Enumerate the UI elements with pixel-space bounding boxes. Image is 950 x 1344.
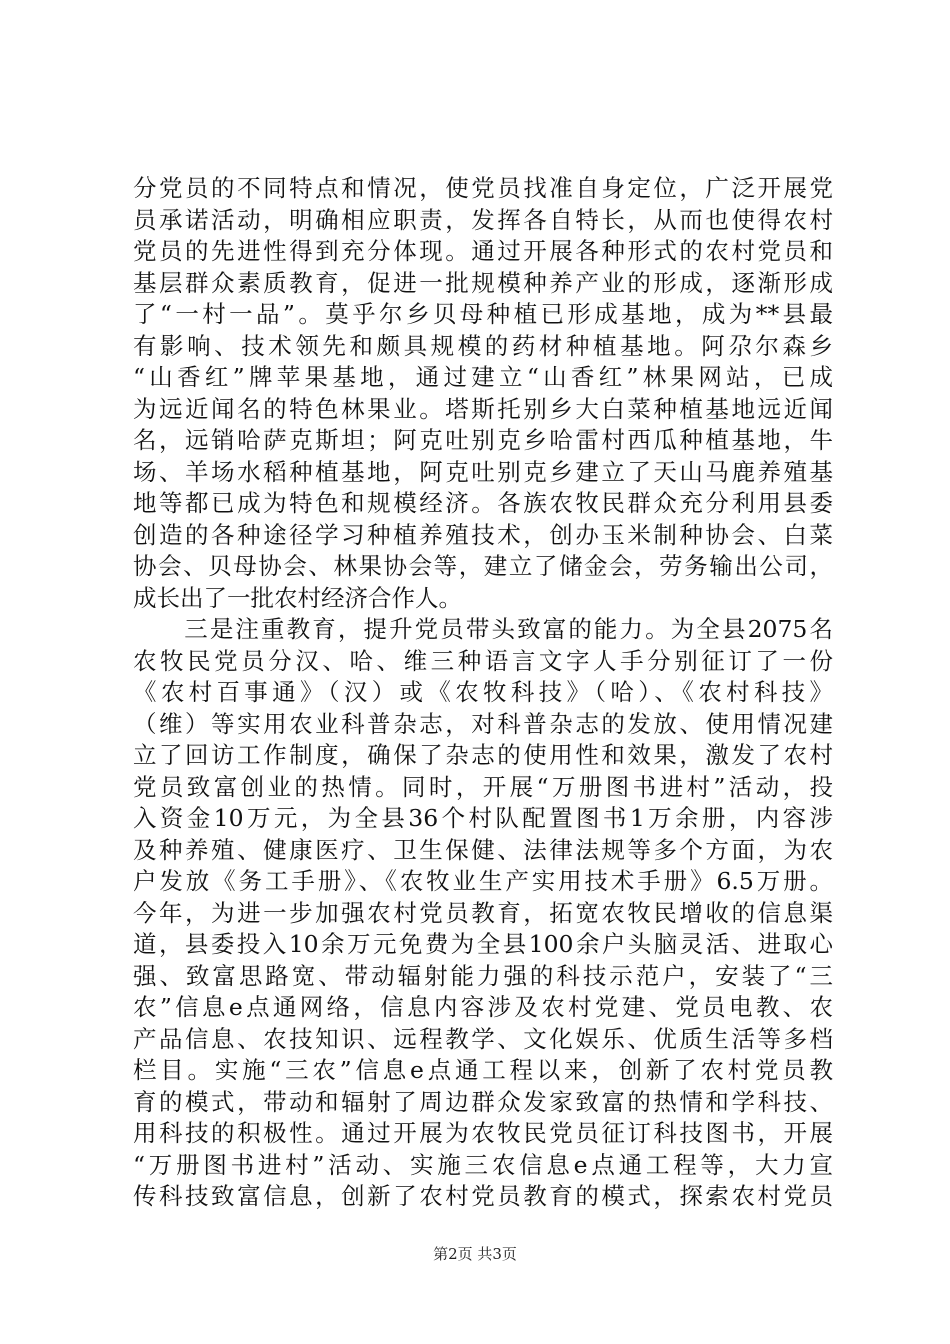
text-line: 为远近闻名的特色林果业。塔斯托别乡大白菜种植基地远近闻: [133, 394, 833, 423]
text-line: 育的模式，带动和辐射了周边群众发家致富的热情和学科技、: [133, 1087, 833, 1116]
text-line: 用科技的积极性。通过开展为农牧民党员征订科技图书，开展: [133, 1119, 833, 1147]
text-line: 有影响、技术领先和颇具规模的药材种植基地。阿尕尔森乡: [133, 331, 833, 360]
text-line: 党员的先进性得到充分体现。通过开展各种形式的农村党员和: [133, 237, 833, 265]
text-line: 入资金10万元，为全县36个村队配置图书1万余册，内容涉: [133, 804, 833, 832]
text-line: 了“一村一品”。莫乎尔乡贝母种植已形成基地，成为**县最: [133, 300, 833, 328]
text-line: 党员致富创业的热情。同时，开展“万册图书进村”活动，投: [133, 772, 833, 801]
text-line: 栏目。实施“三农”信息e点通工程以来，创新了农村党员教: [133, 1056, 833, 1084]
text-line: 户发放《务工手册》、《农牧业生产实用技术手册》6.5万册。: [133, 867, 833, 895]
text-line: 场、羊场水稻种植基地，阿克吐别克乡建立了天山马鹿养殖基: [133, 457, 833, 486]
text-line: （维）等实用农业科普杂志，对科普杂志的发放、使用情况建: [133, 709, 833, 738]
text-line: 道，县委投入10余万元免费为全县100余户头脑灵活、进取心: [133, 930, 833, 958]
text-line: 今年，为进一步加强农村党员教育，拓宽农牧民增收的信息渠: [133, 898, 833, 927]
text-line: 强、致富思路宽、带动辐射能力强的科技示范户，安装了“三: [133, 961, 833, 990]
text-line: 农牧民党员分汉、哈、维三种语言文字人手分别征订了一份: [133, 646, 833, 675]
text-line: 分党员的不同特点和情况，使党员找准自身定位，广泛开展党: [133, 174, 833, 202]
text-line: 基层群众素质教育，促进一批规模种养产业的形成，逐渐形成: [133, 268, 833, 297]
text-line: 《农村百事通》（汉）或《农牧科技》（哈）、《农村科技》: [133, 678, 833, 706]
document-body: [133, 173, 833, 1213]
text-line: 及种养殖、健康医疗、卫生保健、法律法规等多个方面，为农: [133, 835, 833, 864]
text-line: 传科技致富信息，创新了农村党员教育的模式，探索农村党员: [133, 1182, 833, 1210]
text-line: 三是注重教育，提升党员带头致富的能力。为全县2075名: [133, 615, 833, 643]
text-line: 创造的各种途径学习种植养殖技术，创办玉米制种协会、白菜: [133, 520, 833, 549]
text-line: 立了回访工作制度，确保了杂志的使用性和效果，激发了农村: [133, 741, 833, 769]
text-line: 名，远销哈萨克斯坦；阿克吐别克乡哈雷村西瓜种植基地，牛: [133, 426, 833, 454]
text-line: 产品信息、农技知识、远程教学、文化娱乐、优质生活等多档: [133, 1024, 833, 1053]
text-line: 协会、贝母协会、林果协会等，建立了储金会，劳务输出公司，: [133, 552, 833, 580]
page-number-footer: 第2页 共3页: [433, 1245, 517, 1263]
text-line: 地等都已成为特色和规模经济。各族农牧民群众充分利用县委: [133, 489, 833, 517]
text-line: “万册图书进村”活动、实施三农信息e点通工程等，大力宣: [133, 1150, 833, 1179]
text-line: 农”信息e点通网络，信息内容涉及农村党建、党员电教、农: [133, 993, 833, 1021]
text-line: 成长出了一批农村经济合作人。: [133, 583, 462, 612]
text-line: “山香红”牌苹果基地，通过建立“山香红”林果网站，已成: [133, 363, 833, 391]
text-line: 员承诺活动，明确相应职责，发挥各自特长，从而也使得农村: [133, 205, 833, 234]
